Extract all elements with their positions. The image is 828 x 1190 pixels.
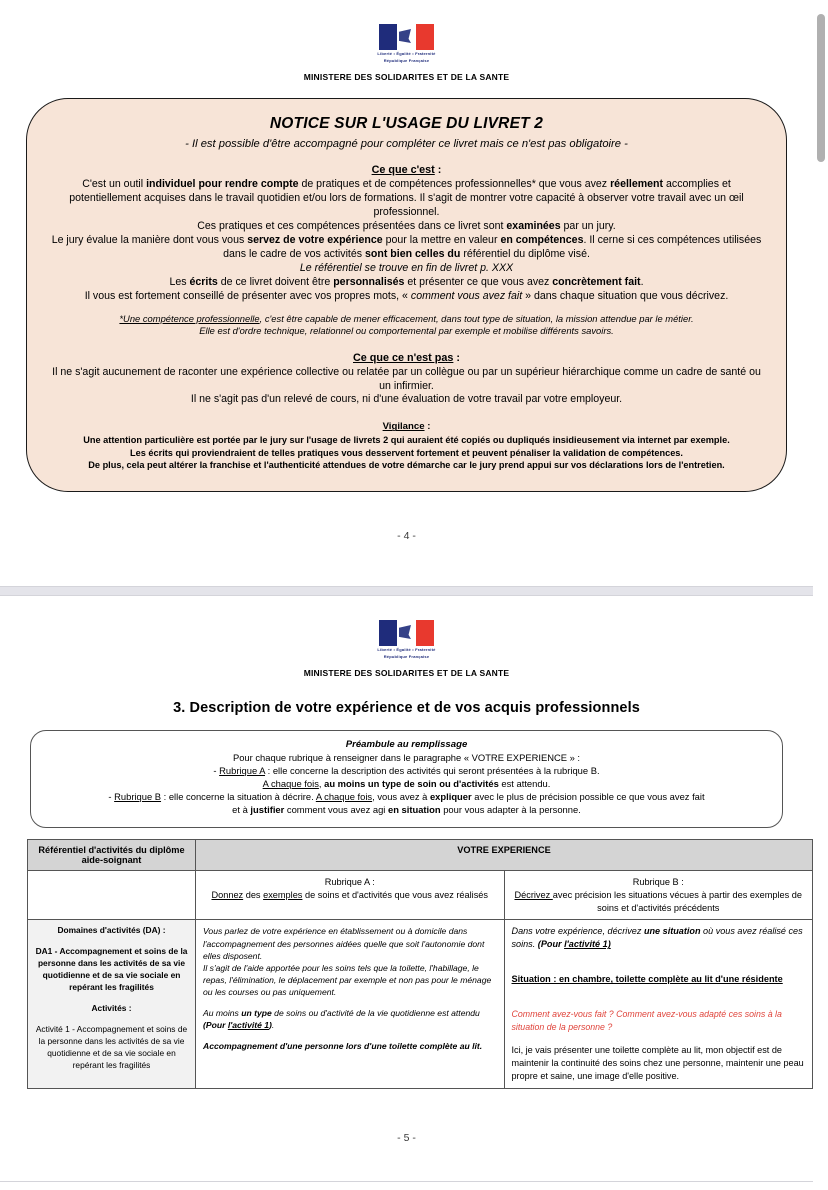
document-page-4 [0,0,813,586]
table-header-votre-experience: VOTRE EXPERIENCE [196,839,813,870]
page-title: 3. Description de votre expérience et de vos acquis professionnels [173,700,640,716]
rubrique-b-red-question: Comment avez-vous fait ? Comment avez-vous adapté ces soins à la situation de la personne ? [511,1009,782,1032]
preamble-line-4: - Rubrique B : elle concerne la situation à décrire. A chaque fois, vous avez à expliquer avec le plus de précision possible ce que vous avez fait [108,790,705,802]
notice-box [26,98,787,492]
notice-paragraph-6: Il vous est fortement conseillé de présenter avec vos propres mots, « comment vous avez fait » dans chaque situation que vous décrivez. [84,289,729,302]
notice-paragraph-8: Il ne s'agit pas d'un relevé de cours, ni d'une évaluation de votre travail par votre employeur. [190,393,623,406]
notice-paragraph-5: Les écrits de ce livret doivent être personnalisés et présenter ce que vous avez concrètement fait. [169,275,644,288]
notice-paragraph-2: Ces pratiques et ces compétences présentées dans ce livret sont examinées par un jury. [197,219,616,232]
ministry-republic: République Française [383,58,430,63]
ministry-devise: Liberté • Égalité • Fraternité [377,51,436,56]
cell-referentiel-activites [28,920,196,1088]
preamble-line-5: et à justifier comment vous avez agi en situation pour vous adapter à la personne. [232,803,581,815]
ministry-name: MINISTERE DES SOLIDARITES ET DE LA SANTE [303,668,510,678]
preamble-box [30,730,783,828]
notice-section-ce-que-cest [51,164,762,176]
notice-paragraph-11: De plus, cela peut altérer la franchise et l'authenticité attendues de votre démarche car le jury prend appui sur vos déclarations lors de l'entretien. [88,459,725,470]
document-page-5 [0,596,813,1182]
table-subheader-blank [28,870,196,920]
notice-paragraph-9: Une attention particulière est portée par le jury sur l'usage de livrets 2 qui auraient été copiés ou dupliqués insidieusement via internet par exemple. [83,435,730,446]
page-number-5: - 5 - [397,1132,416,1144]
notice-section-ce-que-ce-nest-pas [51,352,762,364]
preamble-title: Préambule au remplissage [345,739,468,750]
ministry-header [14,0,799,82]
domaines-heading: Domaines d'activités (DA) : [57,925,166,936]
ministry-devise: Liberté • Égalité • Fraternité [377,647,436,652]
table-row [28,920,813,1088]
notice-title: NOTICE SUR L'USAGE DU LIVRET 2 [269,115,544,132]
section2-heading-suffix: : [453,351,460,364]
experience-table [27,839,813,1089]
rubrique-a-p1: Vous parlez de votre expérience en établissement ou à domicile dans l'accompagnement des personnes aidées quelle que soit l'autonomie dont elles disposent. [203,926,485,961]
vertical-scrollbar[interactable] [813,0,828,1190]
table-subheader-rubrique-b [504,870,813,920]
rubrique-b-situation: Situation : en chambre, toilette complète au lit d'une résidente [511,974,783,985]
notice-subtitle: - Il est possible d'être accompagné pour compléter ce livret mais ce n'est pas obligatoire - [185,138,628,150]
section3-heading-suffix: : [424,421,431,433]
rubrique-b-p1: Dans votre expérience, décrivez une situation où vous avez réalisé ces soins. (Pour l'activité 1) [511,926,803,950]
page-number-4: - 4 - [397,530,416,542]
preamble-line-2: - Rubrique A : elle concerne la description des activités qui seront présentées à la rubrique B. [213,764,600,776]
scrollbar-thumb[interactable] [817,14,825,162]
da1-text: DA1 - Accompagnement et soins de la personne dans les activités de sa vie quotidienne et de sa vie sociale en repérant les fragilités [35,946,188,993]
rubrique-a-p4: Accompagnement d'une personne lors d'une toilette complète au lit. [203,1040,483,1051]
section-heading-underlined: Ce que c'est [371,164,435,176]
cell-rubrique-a[interactable] [196,920,505,1088]
notice-paragraph-7: Il ne s'agit aucunement de raconter une expérience collective ou relatée par un collègue ou par un supérieur hiérarchique comme un cadre de santé ou un infirmier. [52,365,761,392]
preamble-line-1: Pour chaque rubrique à renseigner dans le paragraphe « VOTRE EXPERIENCE » : [232,752,581,763]
section-heading-suffix: : [434,164,442,176]
rubrique-b-title: Rubrique B : [632,876,684,887]
rubrique-b-answer: Ici, je vais présenter une toilette complète au lit, mon objectif est de maintenir la continuité des soins chez une personne, maintenir une peau propre et saine, une image d'elle positive. [511,1044,804,1081]
french-flag-marianne-icon [377,620,437,660]
notice-footnote-1: *Une compétence professionnelle, c'est être capable de mener efficacement, dans tout type de situation, la mission attendue par le métier. [119,312,694,324]
ministry-header-page5 [14,596,799,678]
notice-paragraph-10: Les écrits qui proviendraient de telles pratiques vous desservent fortement et peuvent pénaliser la validation de compétences. [130,447,683,458]
section3-heading-underlined: Vigilance [382,421,425,433]
rubrique-a-p2: Il s'agit de l'aide apportée pour les soins tels que la toilette, l'habillage, le repas, l'élimination, le déplacement par exemple et non pas pour le ménage ou les courses ou pas uniquement. [203,962,492,997]
preamble-line-3: A chaque fois, au moins un type de soin ou d'activités est attendu. [262,777,551,789]
table-subheader-rubrique-a [196,870,505,920]
notice-paragraph-3: Le jury évalue la manière dont vous vous servez de votre expérience pour la mettre en valeur en compétences. Il cerne si ces compétences utilisées dans le cadre de vos activités sont bien celles du référentiel du diplôme visé. [51,233,762,260]
document-page-6-partial [0,1182,813,1190]
activite-1-text: Activité 1 - Accompagnement et soins de la personne dans les activités de sa vie quotidienne et de sa vie sociale en repérant les fragilités [35,1024,188,1070]
notice-paragraph-1: C'est un outil individuel pour rendre compte de pratiques et de compétences professionnelles* que vous avez réellement accomplies et potentiellement acquises dans le travail quotidien et/ou lors de formations. Il s'agit de montrer votre capacité à observer votre travail avec un œil professionnel. [69,178,744,218]
rubrique-a-text: Donnez des exemples de soins et d'activités que vous avez réalisés [211,889,489,900]
ministry-republic: République Française [383,654,430,659]
table-header-referentiel: Référentiel d'activités du diplôme aide-soignant [28,839,196,870]
section2-heading-underlined: Ce que ce n'est pas [353,351,454,364]
notice-footnote-2: Elle est d'ordre technique, relationnel ou comportemental par exemple et mobilise différents savoirs. [199,325,614,337]
rubrique-a-p3: Au moins un type de soins ou d'activité de la vie quotidienne est attendu (Pour l'activité 1). [203,1007,480,1030]
rubrique-b-text: Décrivez avec précision les situations vécues à partir des exemples de soins et d'activités précédents [514,889,802,913]
notice-section-vigilance [51,421,762,432]
cell-rubrique-b[interactable] [504,920,813,1088]
notice-paragraph-4: Le référentiel se trouve en fin de livret p. XXX [299,261,514,274]
table-subheader-row [28,870,813,920]
ministry-name: MINISTERE DES SOLIDARITES ET DE LA SANTE [303,72,510,82]
table-header-row [28,839,813,870]
activites-heading: Activités : [91,1003,132,1014]
rubrique-a-title: Rubrique A : [324,876,375,887]
french-flag-marianne-icon [377,24,437,64]
